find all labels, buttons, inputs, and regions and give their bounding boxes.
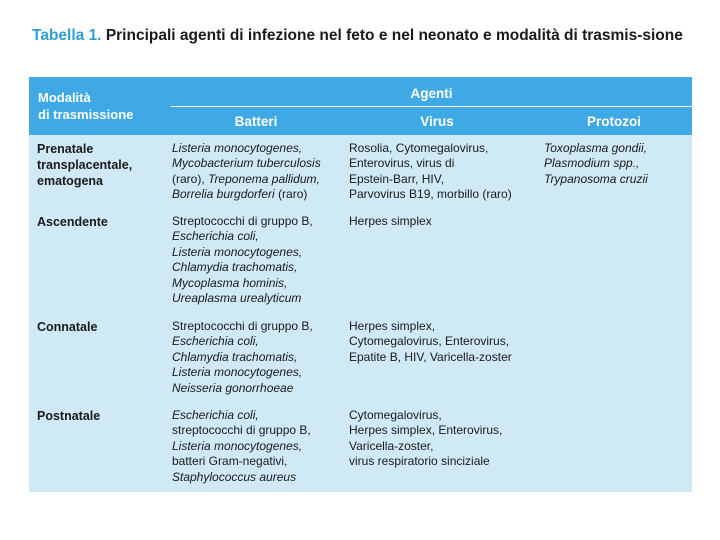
header-batteri: Batteri: [234, 114, 278, 129]
cell-line: Listeria monocytogenes,: [172, 438, 303, 453]
cell-line: Escherichia coli,: [172, 334, 259, 349]
cell-line: Plasmodium spp.,: [544, 156, 640, 171]
table-caption: Principali agenti di infezione nel feto e nel neonato e modalità di trasmis-sione: [105, 27, 683, 44]
cell-line: Herpes simplex,: [349, 319, 436, 333]
cell-line-part: Borrelia burgdorferi: [172, 187, 279, 202]
cell-virus-connatale: [349, 319, 512, 365]
cell-virus-postnatale: [349, 408, 502, 470]
header-virus: Virus: [420, 114, 454, 129]
cell-line: Mycoplasma hominis,: [172, 275, 288, 290]
cell-batteri-connatale: [172, 319, 313, 396]
row-label-postnatale: Postnatale: [37, 409, 101, 423]
cell-line: streptococchi di gruppo B,: [172, 423, 311, 438]
header-modalita: Modalità di trasmissione: [38, 90, 134, 122]
cell-line: Streptococchi di gruppo B,: [172, 319, 313, 333]
row-label-prenatale: Prenatale transplacentale, ematogena: [37, 142, 133, 188]
cell-protozoi-prenatale: [544, 141, 648, 187]
cell-line: Neisseria gonorrhoeae: [172, 380, 294, 395]
header-divider: [171, 106, 692, 107]
cell-line: Enterovirus, virus di: [349, 156, 455, 171]
cell-line: [172, 187, 321, 202]
cell-line: Chlamydia trachomatis,: [172, 349, 298, 364]
cell-line: Escherichia coli,: [172, 229, 259, 244]
infection-table: [29, 77, 692, 492]
cell-virus-ascendente: [349, 214, 432, 229]
cell-line: Listeria monocytogenes,: [172, 365, 303, 380]
cell-line: Herpes simplex: [349, 214, 432, 228]
table-number: Tabella 1.: [32, 27, 102, 44]
cell-line: Streptococchi di gruppo B,: [172, 214, 313, 228]
cell-line: Listeria monocytogenes,: [172, 141, 303, 155]
table-header: [29, 77, 692, 135]
row-label-connatale: Connatale: [37, 320, 98, 334]
cell-line: Varicella-zoster,: [349, 438, 434, 453]
header-agenti: Agenti: [410, 86, 453, 101]
cell-line: Herpes simplex, Enterovirus,: [349, 423, 503, 438]
header-protozoi: Protozoi: [587, 114, 641, 129]
row-label-ascendente: Ascendente: [37, 215, 108, 229]
cell-line: Cytomegalovirus, Enterovirus,: [349, 334, 510, 349]
cell-line: batteri Gram-negativi,: [172, 454, 288, 469]
cell-line: [172, 172, 321, 187]
cell-batteri-ascendente: [172, 214, 313, 306]
table-title: [32, 25, 692, 46]
cell-line: Chlamydia trachomatis,: [172, 260, 298, 275]
cell-batteri-prenatale: [172, 141, 321, 203]
cell-line: Listeria monocytogenes,: [172, 244, 303, 259]
cell-line: Staphylococcus aureus: [172, 469, 297, 484]
cell-line: Cytomegalovirus,: [349, 408, 442, 422]
cell-virus-prenatale: [349, 141, 512, 203]
cell-line: Rosolia, Cytomegalovirus,: [349, 141, 489, 155]
cell-line: Trypanosoma cruzii: [544, 171, 648, 186]
cell-line: Epatite B, HIV, Varicella-zoster: [349, 349, 512, 364]
cell-line: Epstein-Barr, HIV,: [349, 171, 444, 186]
cell-line: Ureaplasma urealyticum: [172, 291, 302, 306]
cell-line-part: (raro),: [172, 171, 208, 186]
cell-line: virus respiratorio sinciziale: [349, 454, 490, 469]
cell-line: Parvovirus B19, morbillo (raro): [349, 187, 512, 202]
cell-line-part: Treponema pallidum,: [208, 171, 320, 186]
cell-line-part: (raro): [278, 187, 308, 202]
cell-line: Escherichia coli,: [172, 408, 259, 422]
cell-line: Mycobacterium tuberculosis: [172, 156, 321, 171]
cell-line: Toxoplasma gondii,: [544, 141, 647, 155]
cell-batteri-postnatale: [172, 408, 311, 485]
